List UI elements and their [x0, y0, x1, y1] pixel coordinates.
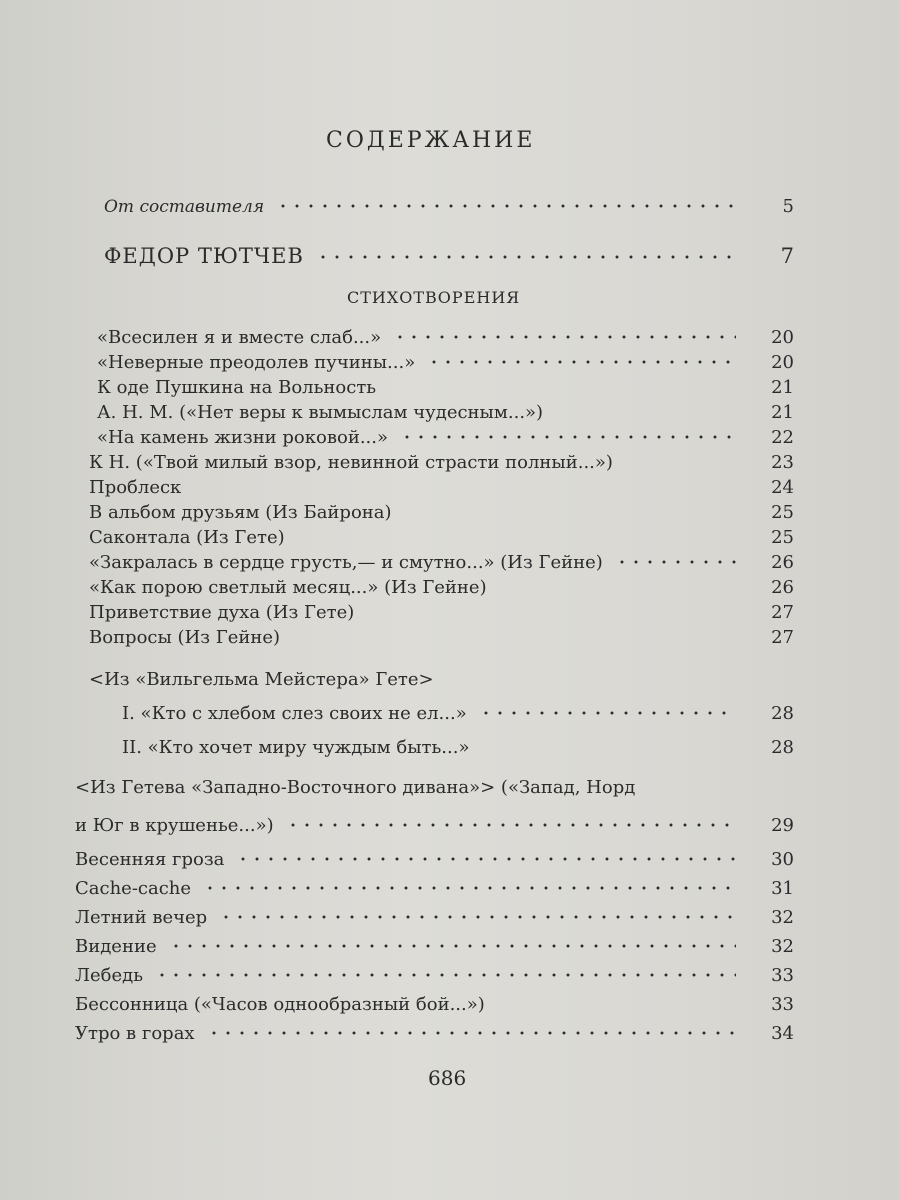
author-entry[interactable] [104, 236, 794, 268]
toc-entry-page: 20 [771, 327, 794, 348]
toc-entry[interactable] [75, 869, 794, 899]
toc-entry-page: 23 [771, 452, 794, 473]
toc-entry-page: 27 [771, 627, 794, 648]
section-heading: СТИХОТВОРЕНИЯ [347, 288, 521, 307]
toc-entry-label: «Неверные преодолев пучины...» [97, 352, 416, 373]
toc-entry-label-continued: и Юг в крушенье...») [75, 815, 274, 836]
toc-subentry[interactable] [122, 694, 794, 724]
toc-entry-line-1 [75, 768, 794, 798]
toc-entry-label: «Как порою светлый месяц...» (Из Гейне) [89, 577, 487, 598]
toc-entry-label: Вопросы (Из Гейне) [89, 627, 281, 648]
dot-leader [286, 818, 736, 832]
toc-entry-label: <Из «Вильгельма Мейстера» Гете> [89, 669, 434, 690]
dot-leader [155, 968, 736, 982]
dot-leader [203, 881, 736, 895]
toc-entry-label: Приветствие духа (Из Гете) [89, 602, 355, 623]
dot-leader [615, 555, 736, 569]
toc-entry-label: От составителя [104, 197, 265, 217]
toc-entry-page: 31 [771, 878, 794, 899]
author-page: 7 [780, 244, 794, 268]
toc-entry-label: Весенняя гроза [75, 849, 225, 870]
toc-entry-line-2 [75, 806, 794, 836]
dot-leader [219, 910, 736, 924]
dot-leader [479, 706, 736, 720]
toc-entry-label: «Всесилен я и вместе слаб...» [97, 327, 382, 348]
toc-entry-page: 28 [771, 737, 794, 758]
dot-leader [207, 1026, 736, 1040]
dot-leader [276, 199, 736, 213]
toc-entry-label: К Н. («Твой милый взор, невинной страсти полный...») [89, 452, 613, 473]
toc-entry-page: 20 [771, 352, 794, 373]
toc-entry-page: 33 [771, 965, 794, 986]
toc-entry[interactable] [75, 840, 794, 870]
toc-entry-label: Лебедь [75, 965, 144, 986]
toc-entry-label: В альбом друзьям (Из Байрона) [89, 502, 392, 523]
toc-entry-page: 26 [771, 552, 794, 573]
toc-entry-page: 32 [771, 936, 794, 957]
toc-entry-preface[interactable] [104, 187, 794, 217]
toc-entry-page: 22 [771, 427, 794, 448]
toc-entry-page: 29 [771, 815, 794, 836]
dot-leader [427, 355, 736, 369]
toc-entry-page: 24 [771, 477, 794, 498]
dot-leader [236, 852, 736, 866]
toc-entry-label: Утро в горах [75, 1023, 195, 1044]
dot-leader [393, 330, 736, 344]
toc-entry-label: Проблеск [89, 477, 182, 498]
toc-entry-label: Cache-cache [75, 878, 192, 899]
toc-entry-page: 25 [771, 502, 794, 523]
toc-entry-page: 21 [771, 377, 794, 398]
dot-leader [316, 250, 736, 264]
toc-entry-page: 5 [782, 196, 794, 217]
toc-entry[interactable] [75, 898, 794, 928]
toc-entry-page: 25 [771, 527, 794, 548]
toc-entry-label: Саконтала (Из Гете) [89, 527, 285, 548]
page-number: 686 [428, 1066, 467, 1090]
page-title: СОДЕРЖАНИЕ [326, 128, 536, 153]
toc-entry-page: 27 [771, 602, 794, 623]
toc-entry-page: 34 [771, 1023, 794, 1044]
toc-entry-label: К оде Пушкина на Вольность [97, 377, 377, 398]
toc-entry-multiline[interactable] [75, 768, 794, 836]
toc-entry-page: 26 [771, 577, 794, 598]
toc-entry-page: 30 [771, 849, 794, 870]
toc-entry-label: Видение [75, 936, 157, 957]
toc-entry-label: А. Н. М. («Нет веры к вымыслам чудесным...») [97, 402, 544, 423]
toc-entry[interactable] [75, 1014, 794, 1044]
toc-subentry[interactable] [122, 728, 794, 758]
author-name: ФЕДОР ТЮТЧЕВ [104, 244, 304, 268]
dot-leader [400, 430, 736, 444]
toc-entry-label: Бессонница («Часов однообразный бой...») [75, 994, 485, 1015]
toc-entry-page: 21 [771, 402, 794, 423]
toc-entry[interactable] [75, 985, 794, 1015]
toc-entry-label: I. «Кто с хлебом слез своих не ел...» [122, 703, 467, 724]
toc-entry-label: «На камень жизни роковой...» [97, 427, 388, 448]
toc-entry-page: 28 [771, 703, 794, 724]
toc-entry-label: <Из Гетева «Западно-Восточного дивана»> («Запад, Норд [75, 777, 636, 798]
dot-leader [169, 939, 736, 953]
toc-entry-label: «Закралась в сердце грусть,— и смутно...» (Из Гейне) [89, 552, 603, 573]
toc-entry-label: Летний вечер [75, 907, 208, 928]
toc-section-heading[interactable] [89, 660, 794, 690]
toc-entry[interactable] [75, 956, 794, 986]
toc-entry[interactable] [75, 927, 794, 957]
toc-entry-label: II. «Кто хочет миру чуждым быть...» [122, 737, 470, 758]
toc-entry-page: 33 [771, 994, 794, 1015]
toc-entry-page: 32 [771, 907, 794, 928]
